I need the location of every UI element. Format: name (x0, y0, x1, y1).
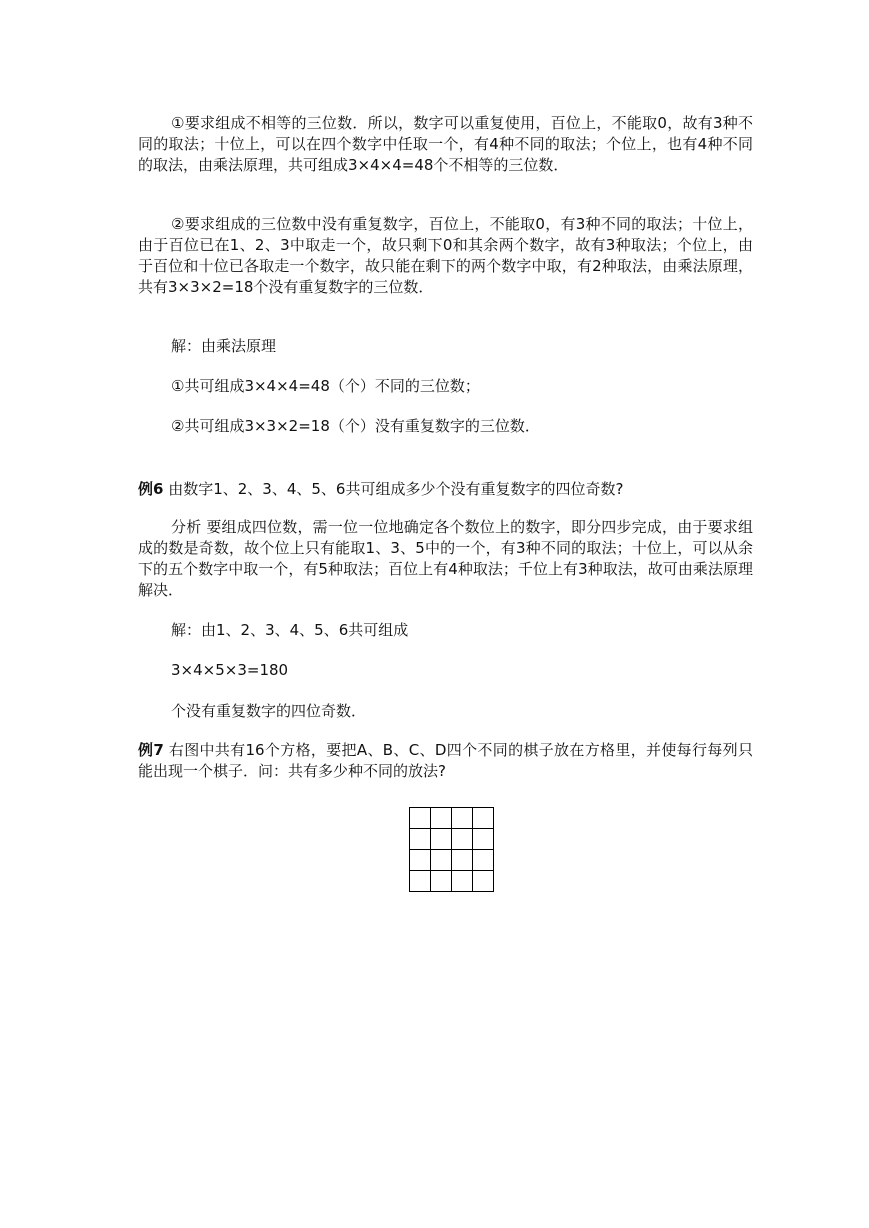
example6-question (138, 479, 753, 500)
grid-cell (452, 850, 473, 871)
grid-cell (452, 829, 473, 850)
grid-cell (410, 829, 431, 850)
solution1-line2: ②共可组成3×3×2=18（个）没有重复数字的三位数． (171, 417, 540, 435)
analysis-part1: ①要求组成不相等的三位数．所以，数字可以重复使用，百位上，不能取0，故有3种不同的取法；十位上，可以在四个数字中任取一个，有4种不同的取法；个位上，也有4种不同的取法，由乘法原理，共可组成3×4×4=48个不相等的三位数． (138, 114, 753, 174)
grid-cell (452, 871, 473, 892)
board-grid (409, 807, 494, 892)
solution1-line1: ①共可组成3×4×4=48（个）不同的三位数； (171, 377, 480, 395)
grid-cell (431, 871, 452, 892)
grid-cell (431, 850, 452, 871)
grid-cell (473, 871, 494, 892)
example6-solution-formula: 3×4×5×3=180 (171, 661, 289, 679)
example6-question-text: 由数字1、2、3、4、5、6共可组成多少个没有重复数字的四位奇数? (163, 480, 624, 498)
example7-question-text: 右图中共有16个方格，要把A、B、C、D四个不同的棋子放在方格里，并使每行每列只能出现一个棋子．问：共有多少种不同的放法? (138, 741, 753, 780)
solution1-intro: 解：由乘法原理 (171, 337, 277, 355)
grid-cell (431, 808, 452, 829)
example6-analysis: 分析 要组成四位数，需一位一位地确定各个数位上的数字，即分四步完成，由于要求组成的数是奇数，故个位上只有能取1、3、5中的一个，有3种不同的取法；十位上，可以从余下的五个数字中取一个，有5种取法；百位上有4种取法；千位上有3种取法，故可由乘法原理解决． (138, 518, 753, 599)
grid-cell (473, 808, 494, 829)
example6-label: 例6 (138, 480, 164, 498)
grid-cell (473, 829, 494, 850)
example6-solution-intro: 解：由1、2、3、4、5、6共可组成 (171, 621, 409, 639)
grid-cell (410, 850, 431, 871)
grid-cell (410, 871, 431, 892)
grid-cell (410, 808, 431, 829)
example6-solution-end: 个没有重复数字的四位奇数． (171, 702, 367, 720)
analysis-part2: ②要求组成的三位数中没有重复数字，百位上，不能取0，有3种不同的取法；十位上，由于百位已在1、2、3中取走一个，故只剩下0和其余两个数字，故有3种取法；个位上，由于百位和十位已各取走一个数字，故只能在剩下的两个数字中取，有2种取法，由乘法原理，共有3×3×2=18个没有重复数字的三位数． (138, 215, 753, 296)
grid-cell (431, 829, 452, 850)
grid-cell (473, 850, 494, 871)
example7-question (138, 740, 753, 782)
grid-cell (452, 808, 473, 829)
example7-label: 例7 (138, 741, 164, 759)
